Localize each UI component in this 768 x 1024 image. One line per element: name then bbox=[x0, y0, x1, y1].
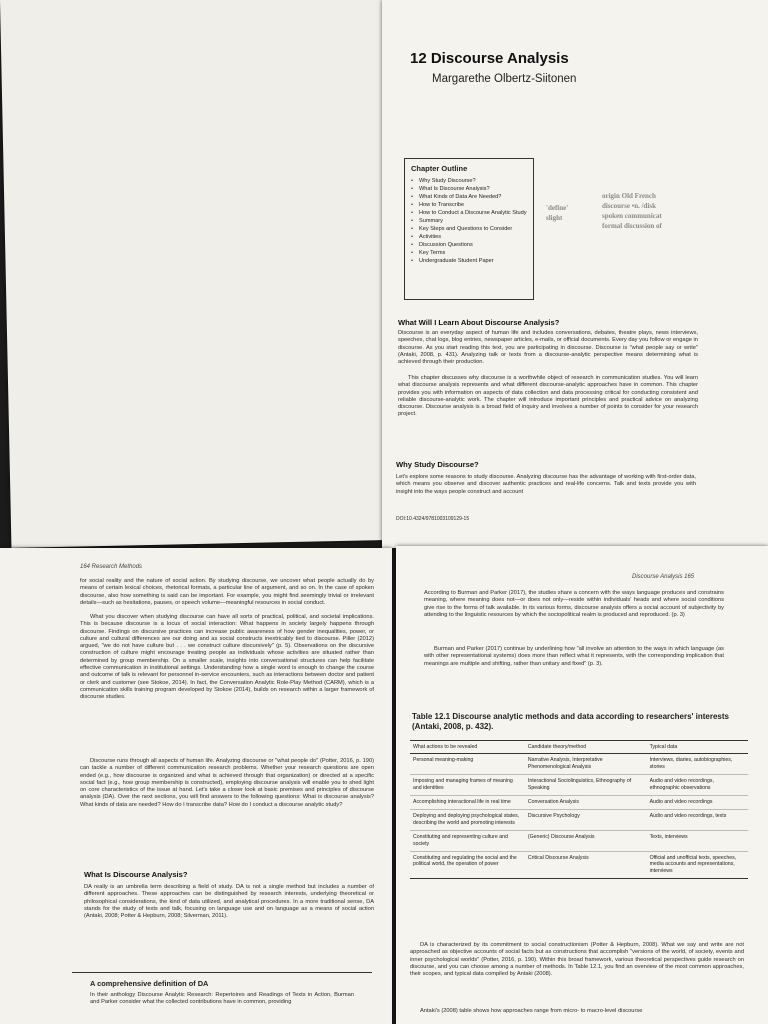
outline-item: • Summary bbox=[411, 217, 527, 225]
definition-box-heading: A comprehensive definition of DA bbox=[90, 979, 209, 988]
outline-item: • Undergraduate Student Paper bbox=[411, 257, 527, 265]
table-cell: Audio and video recordings, texts bbox=[647, 810, 748, 831]
table-header: Candidate theory/method bbox=[525, 741, 647, 754]
page-165 bbox=[396, 546, 768, 1024]
table-cell: Constituting and regulating the social and the political world, the operation of power bbox=[410, 852, 525, 879]
table-cell: Official and unofficial texts, speeches, media accounts and representations, interviews bbox=[647, 852, 748, 879]
table-header-row bbox=[410, 741, 748, 754]
br-quote-2: Burman and Parker (2017) continue by underlining how "all involve an attention to the ways in which language (as with other representational systems) does more than reflect what it represents, with the corresponding implication that meanings are multiple and shifting, rather than unitary and fixed" (p. 3). bbox=[424, 646, 724, 667]
what-is-da-heading: What Is Discourse Analysis? bbox=[84, 870, 188, 879]
table-cell: Discursive Psychology bbox=[525, 810, 647, 831]
chapter-outline-box bbox=[404, 158, 534, 300]
outline-item: • Key Terms bbox=[411, 249, 527, 257]
dictionary-text: slight bbox=[546, 214, 563, 222]
running-head-left: 164 Research Methods bbox=[80, 564, 143, 570]
table-cell: Critical Discourse Analysis bbox=[525, 852, 647, 879]
bl-paragraph-1: for social reality and the nature of social action. By studying discourse, we uncover what people actually do by means of certain lexical choices, rhetorical formats, a particular line of argument, and so on. In the case of spoken discourse, also how something is said can be important. For example, you might find seemingly trivial or irrelevant details—such as hesitations, pauses, or speech volume—meaningful resources in social conduct. bbox=[80, 578, 374, 606]
da-methods-table bbox=[410, 740, 748, 879]
table-cell: Deploying and deploying psychological states, describing the world and promoting interests bbox=[410, 810, 525, 831]
table-cell: Narrative Analysis, Interpretative Phenomenological Analysis bbox=[525, 754, 647, 775]
table-cell: Imposing and managing frames of meaning and identities bbox=[410, 775, 525, 796]
definition-box bbox=[72, 972, 372, 1024]
table-cell: Texts, interviews bbox=[647, 831, 748, 852]
chapter-opener-page bbox=[382, 0, 768, 548]
table-cell: Personal meaning-making bbox=[410, 754, 525, 775]
table-row bbox=[410, 831, 748, 852]
outline-item: • What Is Discourse Analysis? bbox=[411, 185, 527, 193]
outline-item: • How to Transcribe bbox=[411, 201, 527, 209]
table-header: What actions to be revealed bbox=[410, 741, 525, 754]
bl-paragraph-4: DA really is an umbrella term describing a field of study. DA is not a single method but includes a number of different approaches. These approaches can be distinguished by research interests, underlying theoretical or philosophical considerations, the kind of data utilized, and analytical procedures. In a more traditional sense, DA stands for the study of texts and talk, focusing on language use and on language as a means of social action (Antaki, 2008; Potter & Hepburn, 2008; Silverman, 2011). bbox=[84, 884, 374, 920]
why-heading: Why Study Discourse? bbox=[396, 460, 479, 469]
dictionary-text: formal discussion of bbox=[602, 222, 662, 230]
outline-item: • Discussion Questions bbox=[411, 241, 527, 249]
table-cell: Conversation Analysis bbox=[525, 796, 647, 810]
table-row bbox=[410, 810, 748, 831]
table-row bbox=[410, 852, 748, 879]
bl-paragraph-3: Discourse runs through all aspects of human life. Analyzing discourse or "what people do" (Potter, 2016, p. 190) can tackle a number of different communication research problems. Whether your research questions are open ended (e.g., how discourse is organized and what is achieved through that organization) or directed at a specific social fact (e.g., how group membership is constructed), employing discourse analysis will enable you to shed light on core characteristics of the issue at hand. Let's take a closer look at basic premises and principles of discourse analysis (DA). Over the next sections, you will find answers to the following questions: What is discourse analysis? What kinds of data are needed? How do I transcribe data? How do I conduct a discourse analytic study? bbox=[80, 758, 374, 808]
table-cell: (Generic) Discourse Analysis bbox=[525, 831, 647, 852]
dictionary-text: 'define' bbox=[546, 204, 569, 212]
table-header: Typical data bbox=[647, 741, 748, 754]
dictionary-image bbox=[542, 172, 692, 262]
table-row bbox=[410, 796, 748, 810]
running-head-right: Discourse Analysis 165 bbox=[632, 574, 695, 580]
outline-item: • Activities bbox=[411, 233, 527, 241]
outline-item: • How to Conduct a Discourse Analytic Study bbox=[411, 209, 527, 217]
table-cell: Interactional Sociolinguistics, Ethnography of Speaking bbox=[525, 775, 647, 796]
page-164 bbox=[0, 548, 392, 1024]
outline-item: • Why Study Discourse? bbox=[411, 177, 527, 185]
learn-heading: What Will I Learn About Discourse Analysis? bbox=[398, 318, 560, 327]
br-paragraph-3: DA is characterized by its commitment to social constructionism (Potter & Hepburn, 2008). What we say and write are not approached as objective accounts of social facts but as constructions that accomplish "versions of the world, of society, events and inner psychological worlds" (Potter, 2016, p. 190). Within this broad framework, various theoretical perspectives guide research on discourse, and you can choose among a number of methods. In Table 12.1, you find an overview of the most common approaches, their scopes, and typical data compiled by Antaki (2008). bbox=[410, 942, 744, 978]
doi-text: DOI:10.4324/9781003109129-15 bbox=[396, 516, 470, 522]
table-cell: Audio and video recordings, ethnographic observations bbox=[647, 775, 748, 796]
learn-paragraph-1: Discourse is an everyday aspect of human life and includes conversations, debates, theatre plays, news interviews, speeches, chat logs, blog entries, newspaper articles, e-mails, or official documents. Every day you follow or engage in discourse. As you start reading this text, you are participating in discourse. Discourse is "what people say or write" (Antaki, 2008, p. 431). Analyzing talk or texts from a discourse-analytic perspective means determining what is achieved through their production. bbox=[398, 330, 698, 366]
chapter-outline-heading: Chapter Outline bbox=[411, 164, 468, 173]
outline-item: • Key Steps and Questions to Consider bbox=[411, 225, 527, 233]
table-cell: Audio and video recordings bbox=[647, 796, 748, 810]
dictionary-text: origin Old French bbox=[602, 192, 656, 200]
br-paragraph-4: Antaki's (2008) table shows how approaches range from micro- to macro-level discourse bbox=[420, 1008, 643, 1014]
learn-paragraph-2: This chapter discusses why discourse is a worthwhile object of research in communication studies. You will learn what discourse analysis represents and what different discourse-analytic approaches have in common. This chapter provides you with information on aspects of data collection and data processing critical for conducting consistent and reliable discourse-analytic work. The chapter will introduce important principles and practical advice on analyzing discourse. Discourse analysis is a broad field of inquiry and involves a number of points to consider for your research project. bbox=[398, 375, 698, 418]
dictionary-text: spoken communicat bbox=[602, 212, 662, 220]
chapter-author: Margarethe Olbertz-Siitonen bbox=[432, 73, 577, 85]
bl-paragraph-2: What you discover when studying discourse can have all sorts of practical, political, and societal implications. This is because discourse is a locus of social interaction: What happens in society largely happens through discourse. Findings on discursive practices can increase public awareness of how gender inequalities, power, or culture and cultural differences are our doing and as social constructs inextricably tied to discourse. Piller (2012) argued, "we do not have culture but . . . we construct culture discursively" (p. 5). Observations on the discursive construction of culture might encourage treating people as individuals whose activities are situated rather than determined by group membership. On a smaller scale, insights into conversational structures can help facilitate effective communication in institutional settings. Understanding how a single word is enough to change the course and outcome of talk is relevant for personnel in-service encounters, such as interactions between doctor and patient or clerk and customer (see Stokoe, 2014). In fact, the Conversation Analytic Role-Play Method (CARM), which is a communication skills training program developed by Stokoe (2014), builds on research within a larger framework of discourse studies. bbox=[80, 614, 374, 701]
chapter-outline-list bbox=[411, 177, 527, 265]
br-quote-1: According to Burman and Parker (2017), the studies share a concern with the ways language produces and constrains meaning, where meaning does not—or does not only—reside within individuals' heads and where social conditions give rise to the forms of talk available. In its various forms, discourse analysis offers a social account of subjectivity by attending to the linguistic resources by which the sociopolitical realm is produced and reproduced. (p. 3) bbox=[424, 590, 724, 618]
table-row bbox=[410, 754, 748, 775]
outline-item: • What Kinds of Data Are Needed? bbox=[411, 193, 527, 201]
table-row bbox=[410, 775, 748, 796]
definition-box-text: In their anthology Discourse Analytic Research: Repertoires and Readings of Texts in Action, Burman and Parker consider what the collected contributions have in common, providing bbox=[90, 992, 354, 1006]
blank-page-left bbox=[0, 0, 395, 548]
why-paragraph: Let's explore some reasons to study discourse. Analyzing discourse has the advantage of working with first-order data, which means you observe and discover authentic practices and real-life concerns. Talk and texts provide you with insight into the ways people construct and account bbox=[396, 474, 696, 495]
table-cell: Constituting and representing culture and society bbox=[410, 831, 525, 852]
table-cell: Interviews, diaries, autobiographies, stories bbox=[647, 754, 748, 775]
dictionary-text: discourse •n. /disk bbox=[602, 202, 656, 210]
chapter-title: 12 Discourse Analysis bbox=[410, 50, 569, 67]
table-cell: Accomplishing interactional life in real time bbox=[410, 796, 525, 810]
table-title: Table 12.1 Discourse analytic methods and data according to researchers' interests (Antaki, 2008, p. 432). bbox=[412, 712, 729, 731]
